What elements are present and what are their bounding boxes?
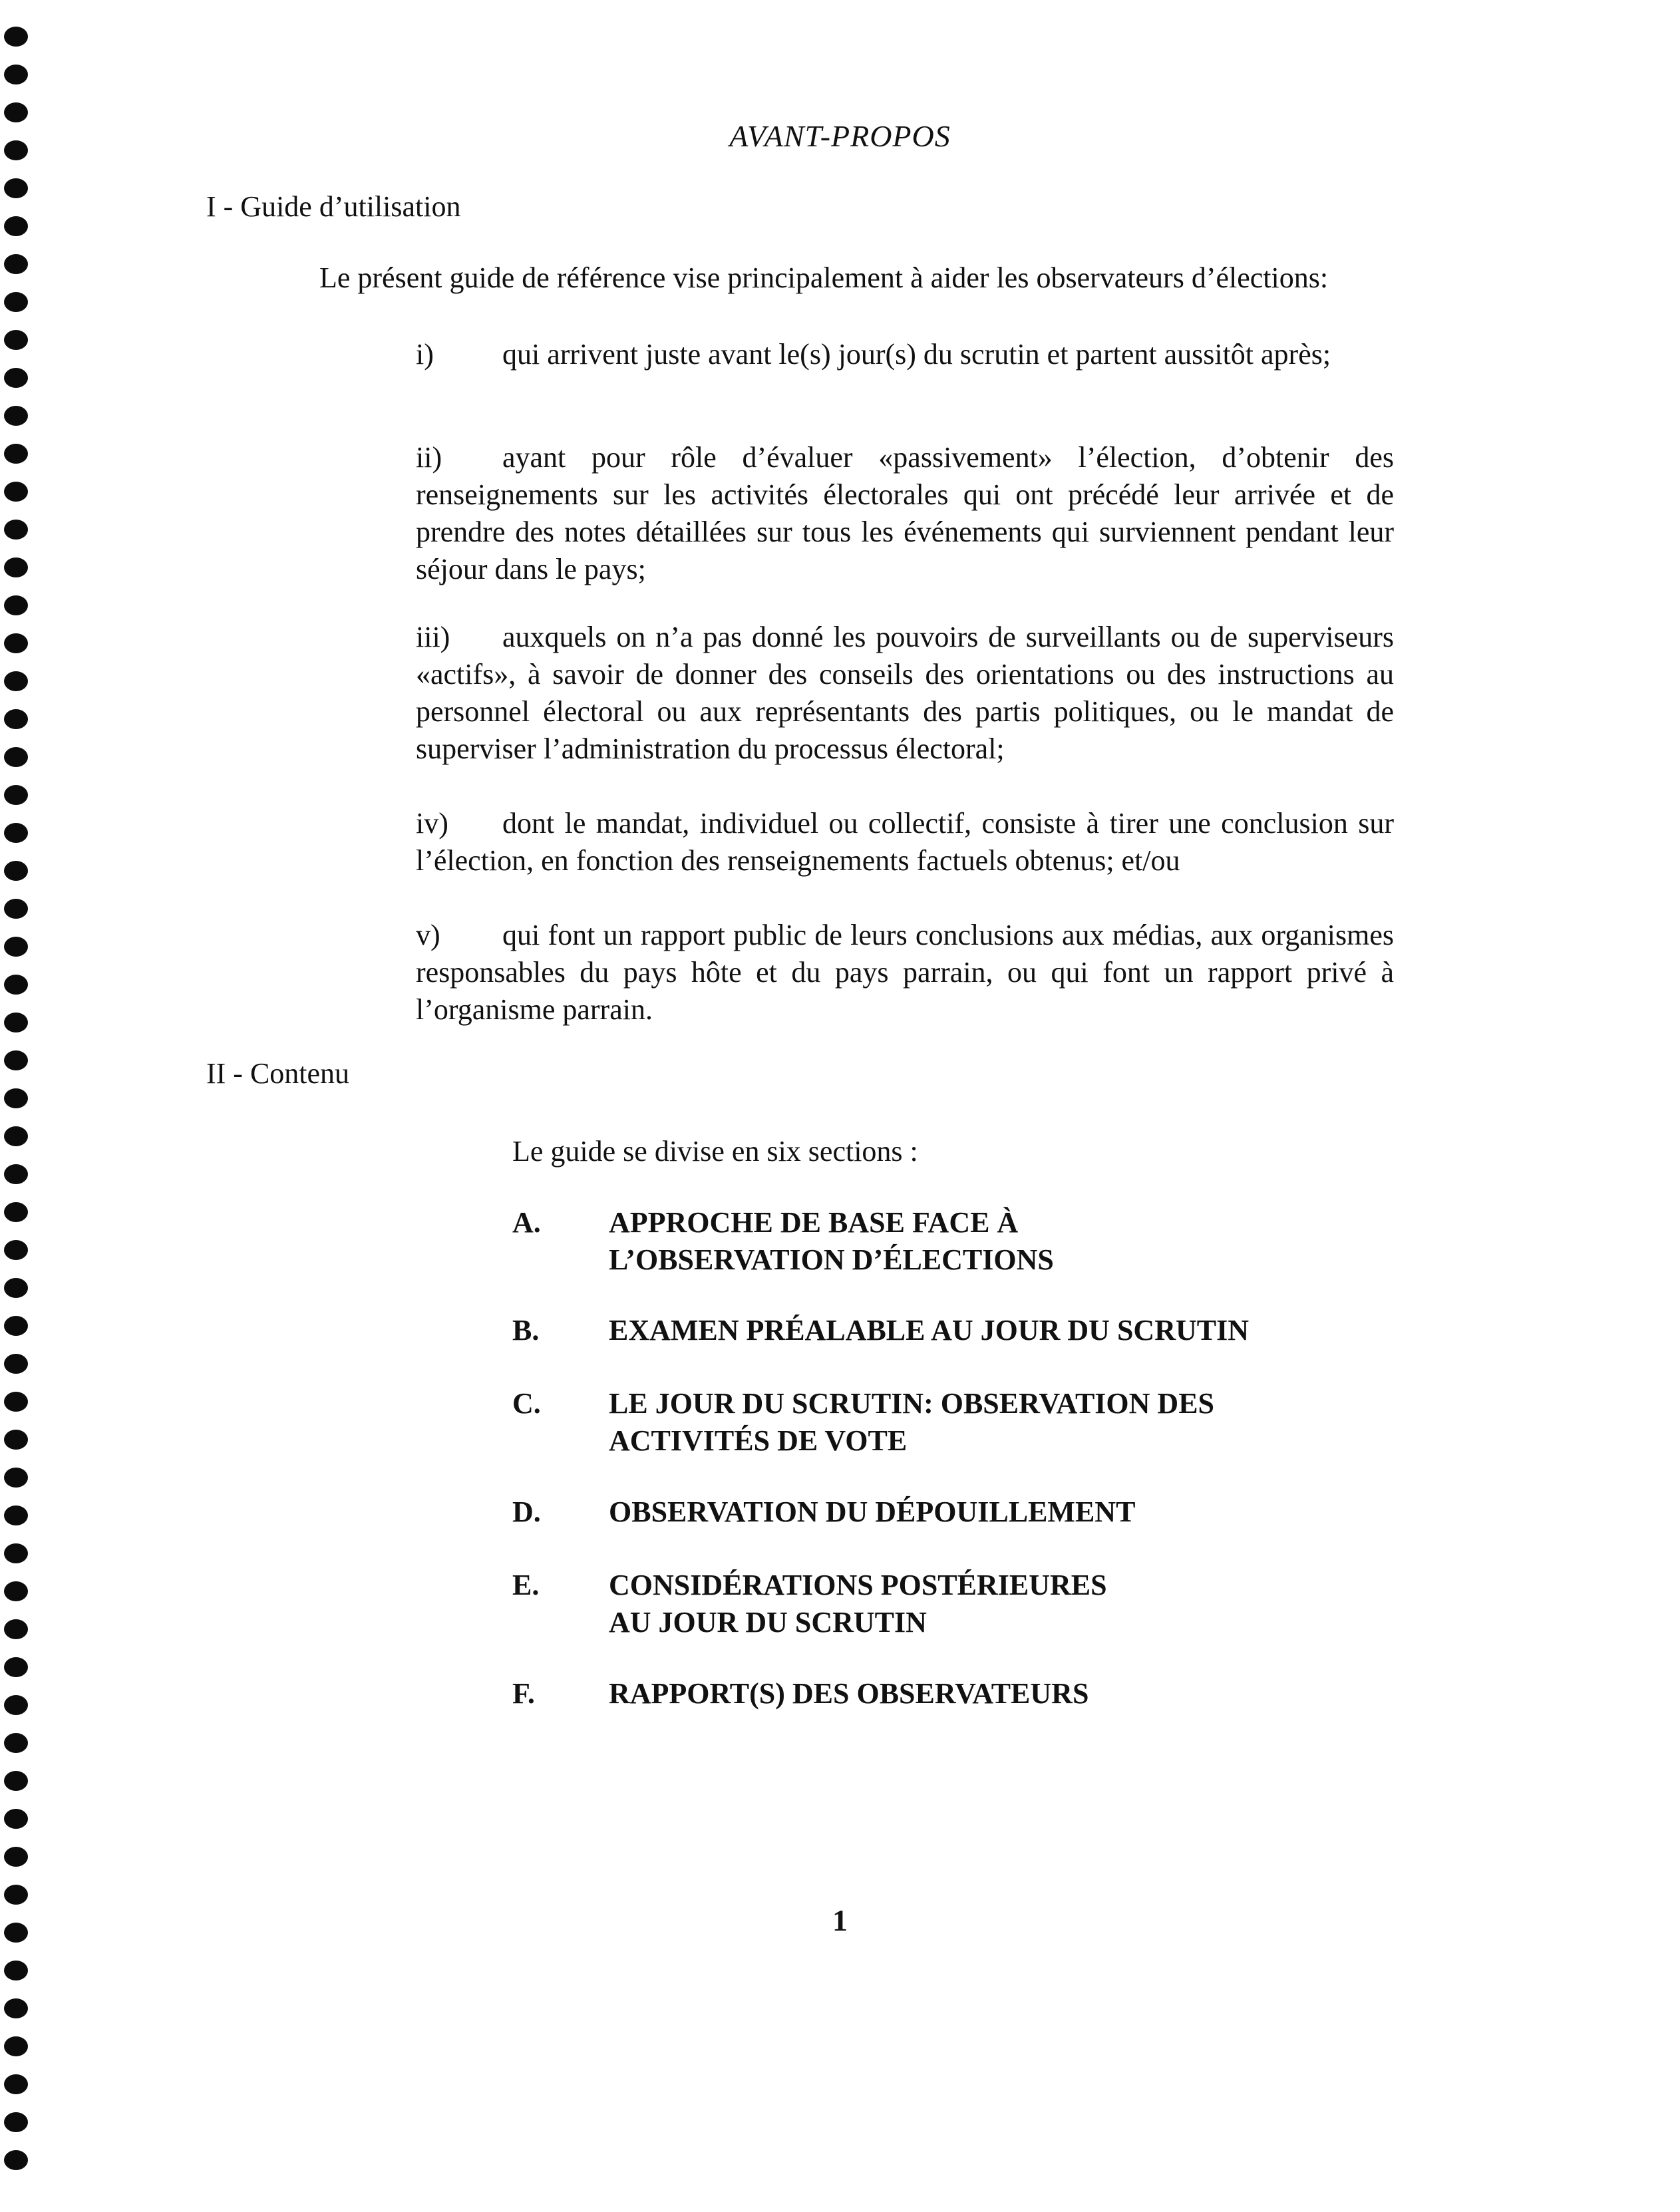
page-title: AVANT-PROPOS: [729, 119, 951, 153]
section-letter: B.: [512, 1314, 540, 1346]
binding-hole: [4, 65, 28, 84]
list-item-text: ayant pour rôle d’évaluer «passivement» l’élection, d’obtenir des renseignements sur les activités électorales qui ont précédé leur arrivée et de prendre des notes détaillées sur tous les événements qui surviennent pendant leur séjour dans le pays;: [416, 441, 1394, 585]
section-label: APPROCHE DE BASE FACE À L’OBSERVATION D’ÉLECTIONS: [609, 1206, 1054, 1276]
contents-section-f: [512, 1675, 1377, 1712]
binding-hole: [4, 975, 28, 995]
list-item-number: ii): [416, 441, 442, 474]
binding-hole: [4, 368, 28, 388]
binding-hole: [4, 1771, 28, 1791]
list-item-number: v): [416, 919, 440, 951]
section-label: LE JOUR DU SCRUTIN: OBSERVATION DES ACTIVITÉS DE VOTE: [609, 1387, 1215, 1457]
binding-hole: [4, 2074, 28, 2094]
binding-hole: [4, 1885, 28, 1905]
section-label: RAPPORT(S) DES OBSERVATEURS: [609, 1677, 1089, 1710]
binding-hole: [4, 1619, 28, 1639]
binding-hole: [4, 709, 28, 729]
contents-section-e: [512, 1567, 1377, 1641]
list-item-i: [416, 336, 1394, 373]
binding-hole: [4, 1164, 28, 1184]
binding-hole: [4, 2150, 28, 2170]
section-label: EXAMEN PRÉALABLE AU JOUR DU SCRUTIN: [609, 1314, 1249, 1346]
binding-holes: [4, 27, 31, 2195]
section-label: OBSERVATION DU DÉPOUILLEMENT: [609, 1496, 1136, 1528]
binding-hole: [4, 1961, 28, 1980]
list-item-iv: [416, 805, 1394, 879]
contents-section-d: [512, 1494, 1377, 1531]
binding-hole: [4, 1581, 28, 1601]
binding-hole: [4, 2112, 28, 2132]
binding-hole: [4, 1733, 28, 1753]
list-item-ii: [416, 439, 1394, 588]
section-letter: A.: [512, 1206, 541, 1239]
binding-hole: [4, 292, 28, 312]
list-item-number: i): [416, 338, 434, 371]
section-heading-contents: II - Contenu: [206, 1057, 350, 1090]
binding-hole: [4, 178, 28, 198]
list-item-number: iv): [416, 807, 448, 840]
binding-hole: [4, 520, 28, 540]
binding-hole: [4, 2036, 28, 2056]
binding-hole: [4, 823, 28, 843]
binding-hole: [4, 1695, 28, 1715]
binding-hole: [4, 1354, 28, 1374]
binding-hole: [4, 1430, 28, 1450]
binding-hole: [4, 406, 28, 426]
binding-hole: [4, 1505, 28, 1525]
binding-hole: [4, 1392, 28, 1412]
binding-hole: [4, 254, 28, 274]
binding-hole: [4, 1543, 28, 1563]
binding-hole: [4, 1278, 28, 1298]
binding-hole: [4, 1013, 28, 1032]
binding-hole: [4, 1088, 28, 1108]
binding-hole: [4, 1998, 28, 2018]
list-item-text: dont le mandat, individuel ou collectif, consiste à tirer une conclusion sur l’élection, en fonction des renseignements factuels obtenus; et/ou: [416, 807, 1394, 877]
binding-hole: [4, 330, 28, 350]
section-letter: E.: [512, 1569, 540, 1601]
binding-hole: [4, 937, 28, 957]
list-item-number: iii): [416, 621, 450, 653]
intro-paragraph: Le présent guide de référence vise principalement à aider les observateurs d’élections:: [319, 261, 1329, 294]
binding-hole: [4, 861, 28, 881]
binding-hole: [4, 633, 28, 653]
list-item-iii: [416, 619, 1394, 768]
section-letter: C.: [512, 1387, 541, 1420]
list-item-v: [416, 917, 1394, 1028]
list-item-text: auxquels on n’a pas donné les pouvoirs de surveillants ou de superviseurs «actifs», à savoir de donner des conseils des orientations ou des instructions au personnel électoral ou aux représentants des partis politiques, ou le mandat de superviser l’administration du processus électoral;: [416, 621, 1394, 765]
binding-hole: [4, 595, 28, 615]
binding-hole: [4, 1809, 28, 1829]
binding-hole: [4, 1050, 28, 1070]
contents-section-c: [512, 1385, 1377, 1460]
binding-hole: [4, 671, 28, 691]
contents-section-a: [512, 1204, 1377, 1279]
binding-hole: [4, 747, 28, 767]
binding-hole: [4, 1316, 28, 1336]
binding-hole: [4, 1202, 28, 1222]
binding-hole: [4, 482, 28, 502]
contents-section-b: [512, 1312, 1377, 1349]
binding-hole: [4, 557, 28, 577]
binding-hole: [4, 785, 28, 805]
section-heading-guide: I - Guide d’utilisation: [206, 190, 461, 223]
binding-hole: [4, 1240, 28, 1260]
section-letter: D.: [512, 1496, 541, 1528]
contents-intro: Le guide se divise en six sections :: [512, 1135, 918, 1168]
binding-hole: [4, 1468, 28, 1488]
page-number: 1: [832, 1903, 848, 1937]
binding-hole: [4, 216, 28, 236]
binding-hole: [4, 1126, 28, 1146]
binding-hole: [4, 1847, 28, 1867]
binding-hole: [4, 444, 28, 464]
section-label: CONSIDÉRATIONS POSTÉRIEURES AU JOUR DU SCRUTIN: [609, 1569, 1107, 1639]
binding-hole: [4, 899, 28, 919]
binding-hole: [4, 27, 28, 47]
binding-hole: [4, 1657, 28, 1677]
list-item-text: qui font un rapport public de leurs conclusions aux médias, aux organismes responsables du pays hôte et du pays parrain, ou qui font un rapport privé à l’organisme parrain.: [416, 919, 1394, 1026]
section-letter: F.: [512, 1677, 535, 1710]
list-item-text: qui arrivent juste avant le(s) jour(s) du scrutin et partent aussitôt après;: [502, 338, 1331, 371]
